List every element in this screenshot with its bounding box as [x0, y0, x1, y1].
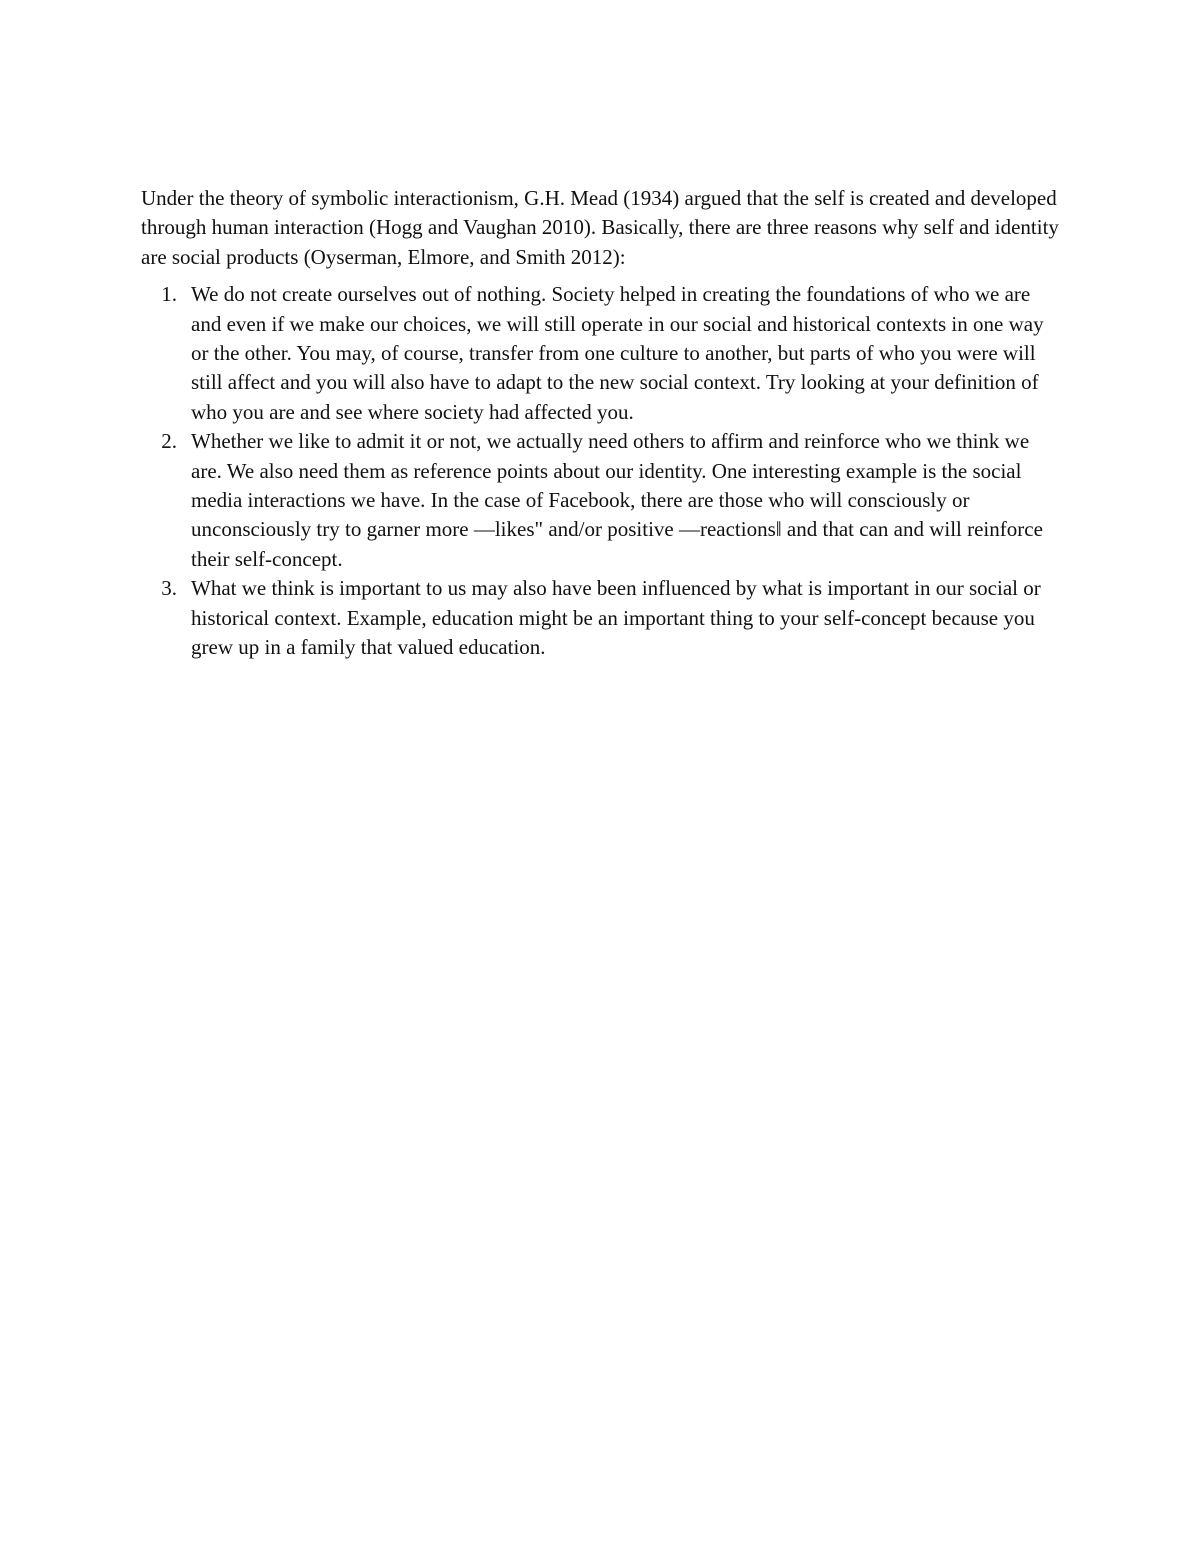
- list-item-text: We do not create ourselves out of nothing. Society helped in creating the foundations of who we are and even if we make our choices, we will still operate in our social and historical contexts in one way or the other. You may, of course, transfer from one culture to another, but parts of who you were will still affect and you will also have to adapt to the new social context. Try looking at your definition of who you are and see where society had affected you.: [191, 282, 1044, 424]
- list-item: [141, 574, 1061, 662]
- list-item: [141, 280, 1061, 427]
- reasons-list: [141, 280, 1061, 662]
- intro-paragraph: Under the theory of symbolic interactionism, G.H. Mead (1934) argued that the self is created and developed through human interaction (Hogg and Vaughan 2010). Basically, there are three reasons why self and identity are social products (Oyserman, Elmore, and Smith 2012):: [141, 186, 1059, 269]
- list-item-number: 2.: [161, 429, 177, 454]
- list-item-text: What we think is important to us may also have been influenced by what is important in our social or historical context. Example, education might be an important thing to your self-concept because you grew up in a family that valued education.: [191, 576, 1041, 660]
- list-item-number: 3.: [161, 576, 177, 601]
- list-item-number: 1.: [161, 282, 177, 307]
- list-item-text: Whether we like to admit it or not, we actually need others to affirm and reinforce who we think we are. We also need them as reference points about our identity. One interesting example is the social media interactions we have. In the case of Facebook, there are those who will consciously or unconsciously try to garner more ―likes" and/or positive ―reactions‖ and that can and will reinforce their self-concept.: [191, 429, 1043, 571]
- list-item: [141, 427, 1061, 574]
- document-body: [141, 184, 1061, 663]
